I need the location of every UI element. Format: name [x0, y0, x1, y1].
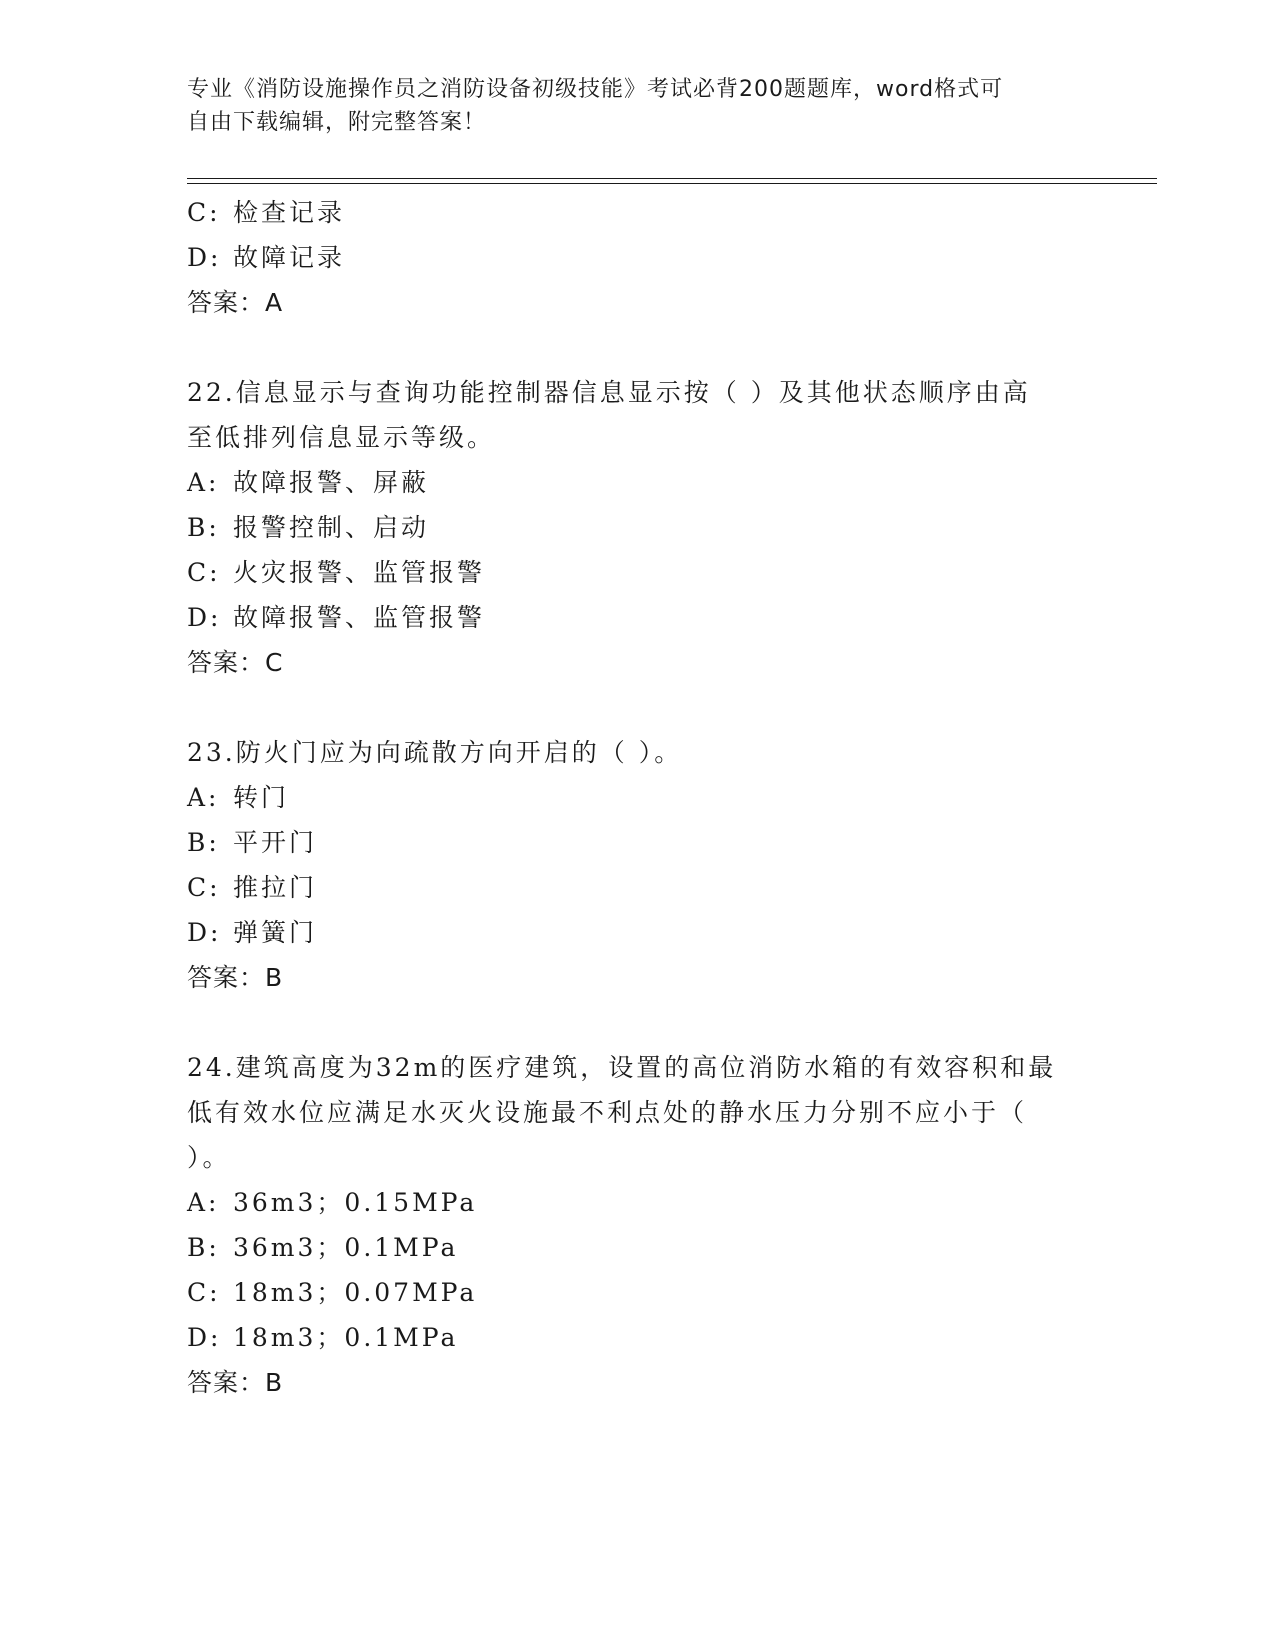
option-label: A: [187, 1188, 220, 1217]
header-divider-top [187, 178, 1157, 179]
question-21-tail [187, 190, 1087, 325]
option-label: A: [187, 783, 220, 812]
option-label: B: [187, 1233, 220, 1262]
answer: 答案：C [187, 648, 284, 677]
option-text: 故障报警、屏蔽 [233, 468, 430, 497]
option-label: D: [187, 243, 222, 272]
option-a [187, 775, 1087, 820]
option-c [187, 865, 1087, 910]
option-text: 36m3；0.1MPa [233, 1233, 459, 1262]
option-text: 18m3；0.07MPa [233, 1278, 478, 1307]
option-b [187, 820, 1087, 865]
option-text: 报警控制、启动 [233, 513, 430, 542]
option-label: B: [187, 828, 220, 857]
question-stem: 22.信息显示与查询功能控制器信息显示按（ ）及其他状态顺序由高 [187, 378, 1031, 407]
option-d [187, 595, 1087, 640]
header-line-2: 自由下载编辑，附完整答案！ [187, 110, 487, 135]
question-stem: 23.防火门应为向疏散方向开启的（ ）。 [187, 738, 683, 767]
question-stem-continued: 低有效水位应满足水灭火设施最不利点处的静水压力分别不应小于（ [187, 1098, 1028, 1127]
option-text: 转门 [233, 783, 290, 812]
option-label: D: [187, 1323, 222, 1352]
answer: 答案：B [187, 963, 284, 992]
option-text: 推拉门 [233, 873, 318, 902]
option-a [187, 460, 1087, 505]
document-header [187, 73, 1067, 139]
spacer [187, 1000, 1087, 1045]
option-text: 故障报警、监管报警 [233, 603, 486, 632]
option-b [187, 1225, 1087, 1270]
header-divider-bottom [187, 183, 1157, 184]
question-list [187, 190, 1087, 1405]
option-label: D: [187, 603, 222, 632]
option-label: B: [187, 513, 220, 542]
option-text: 平开门 [233, 828, 318, 857]
spacer [187, 685, 1087, 730]
option-c [187, 190, 1087, 235]
answer: 答案：A [187, 288, 284, 317]
question-stem-continued: ）。 [187, 1143, 231, 1172]
option-text: 弹簧门 [233, 918, 318, 947]
answer: 答案：B [187, 1368, 284, 1397]
option-a [187, 1180, 1087, 1225]
option-text: 检查记录 [233, 198, 346, 227]
question-22 [187, 370, 1087, 685]
question-stem-continued: 至低排列信息显示等级。 [187, 423, 496, 452]
option-c [187, 550, 1087, 595]
option-label: C: [187, 198, 221, 227]
header-line-1: 专业《消防设施操作员之消防设备初级技能》考试必背200题题库，word格式可 [187, 77, 1004, 102]
option-d [187, 1315, 1087, 1360]
option-text: 火灾报警、监管报警 [233, 558, 486, 587]
option-text: 18m3；0.1MPa [233, 1323, 459, 1352]
option-text: 故障记录 [233, 243, 346, 272]
spacer [187, 325, 1087, 370]
option-text: 36m3；0.15MPa [233, 1188, 478, 1217]
option-b [187, 505, 1087, 550]
question-24 [187, 1045, 1087, 1405]
option-label: C: [187, 1278, 221, 1307]
option-d [187, 910, 1087, 955]
option-label: D: [187, 918, 222, 947]
option-c [187, 1270, 1087, 1315]
option-d [187, 235, 1087, 280]
question-stem: 24.建筑高度为32m的医疗建筑，设置的高位消防水箱的有效容积和最 [187, 1053, 1057, 1082]
option-label: C: [187, 558, 221, 587]
question-23 [187, 730, 1087, 1000]
option-label: C: [187, 873, 221, 902]
option-label: A: [187, 468, 220, 497]
